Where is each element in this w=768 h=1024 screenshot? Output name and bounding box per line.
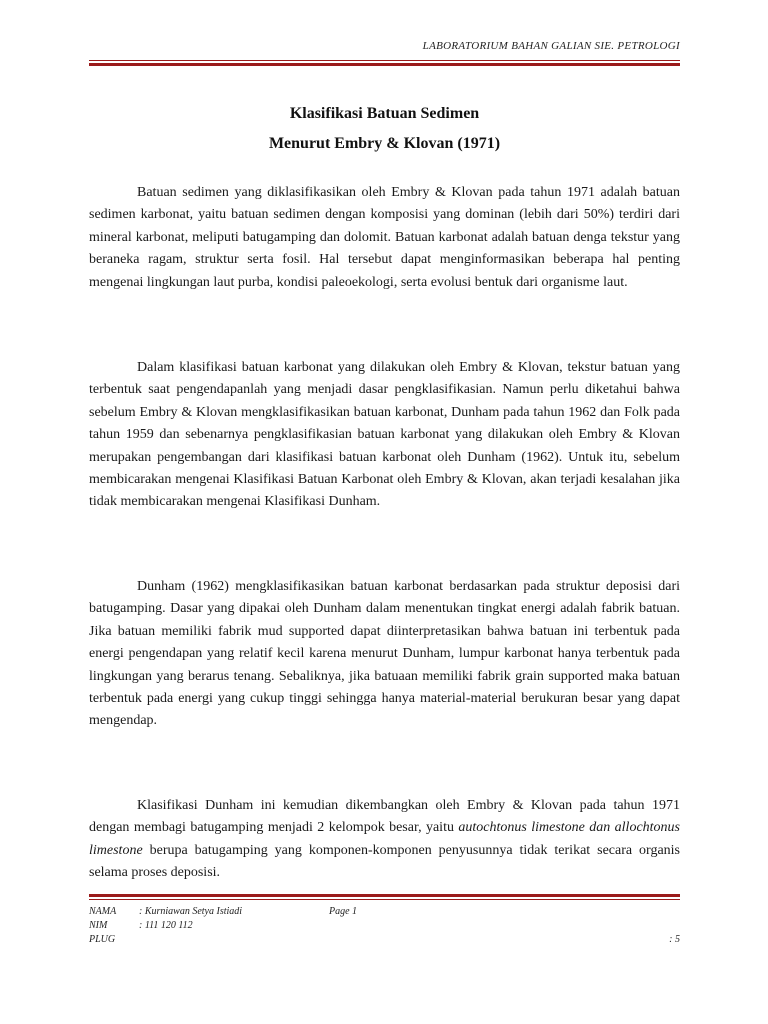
header-rule-thin xyxy=(89,60,680,61)
footer-row-nim xyxy=(89,920,680,934)
paragraph-4-italic-term: autochtonus limestone dan allochtonus limestone xyxy=(89,820,680,858)
footer-rule-thin xyxy=(89,899,680,900)
footer-nama-value: : Kurniawan Setya Istiadi xyxy=(139,906,243,917)
paragraph-2: Dalam klasifikasi batuan karbonat yang dilakukan oleh Embry & Klovan, tekstur batuan yang terbentuk saat pengendapanlah yang menjadi dasar pengklasifikasian. Namun perlu diketahui bahwa sebelum Embry & Klovan mengklasifikasikan batuan karbonat, Dunham pada tahun 1962 dan Folk pada tahun 1959 dan sebenarnya pengklasifikasian batuan karbonat yang dilakukan oleh Embry & Klovan merupakan pengembangan dari klasifikasi batuan karbonat oleh Dunham (1962). Untuk itu, sebelum membicarakan mengenai Klasifikasi Batuan Karbonat oleh Embry & Klovan, akan terjadi kesalahan jika tidak membicarakan mengenai Klasifikasi Dunham. xyxy=(89,360,680,510)
footer-nama-label: NAMA xyxy=(89,906,117,917)
paragraph-1: Batuan sedimen yang diklasifikasikan oleh Embry & Klovan pada tahun 1971 adalah batuan sedimen karbonat, yaitu batuan sedimen dengan komposisi yang dominan (lebih dari 50%) terdiri dari mineral karbonat, meliputi batugamping dan dolomit. Batuan karbonat adalah batuan denga tekstur yang beraneka ragam, struktur serta fosil. Hal tersebut dapat menginformasikan beberapa hal penting mengenai lingkungan laut purba, kondisi paleoekologi, serta evolusi bentuk dari organisme laut. xyxy=(89,185,680,290)
footer-rule-thick xyxy=(89,894,680,897)
paragraph-4-text-b: berupa batugamping yang komponen-komponen penyusunnya tidak terikat secara organis selama proses deposisi. xyxy=(89,842,680,881)
paragraph-4-text-a: Klasifikasi Dunham ini kemudian dikembangkan oleh Embry & Klovan pada tahun 1971 dengan membagi batugamping menjadi 2 kelompok besar, yaitu xyxy=(89,798,680,836)
paragraph-3: Dunham (1962) mengklasifikasikan batuan karbonat berdasarkan pada struktur deposisi dari batugamping. Dasar yang dipakai oleh Dunham dalam menentukan tingkat energi adalah fabrik batuan. Jika batuan memiliki fabrik mud supported dapat diinterpretasikan bahwa batuan ini terbentuk pada energi pengendapan yang relatif kecil karena menurut Dunham, lumpur karbonat hanya terbentuk pada lingkungan yang berarus tenang. Sebaliknya, jika batuaan memiliki fabrik grain supported maka batuan terbentuk pada energi yang cukup tinggi sehingga hanya material-material berukuran besar yang dapat mengendap. xyxy=(89,579,680,729)
page-footer xyxy=(89,906,680,948)
paragraph-4 xyxy=(89,795,680,885)
footer-row-plug xyxy=(89,934,680,948)
document-title: Klasifikasi Batuan Sedimen xyxy=(289,105,480,122)
footer-nim-value: : 111 120 112 xyxy=(139,920,193,931)
footer-plug-label: PLUG xyxy=(89,934,116,945)
footer-page-number: Page 1 xyxy=(329,906,358,917)
page-header: LABORATORIUM BAHAN GALIAN SIE. PETROLOGI xyxy=(422,40,680,52)
footer-chapter-number: : 5 xyxy=(669,934,680,945)
header-rule-thick xyxy=(89,63,680,66)
footer-nim-label: NIM xyxy=(89,920,108,931)
footer-row-nama xyxy=(89,906,680,920)
document-subtitle: Menurut Embry & Klovan (1971) xyxy=(268,135,501,152)
